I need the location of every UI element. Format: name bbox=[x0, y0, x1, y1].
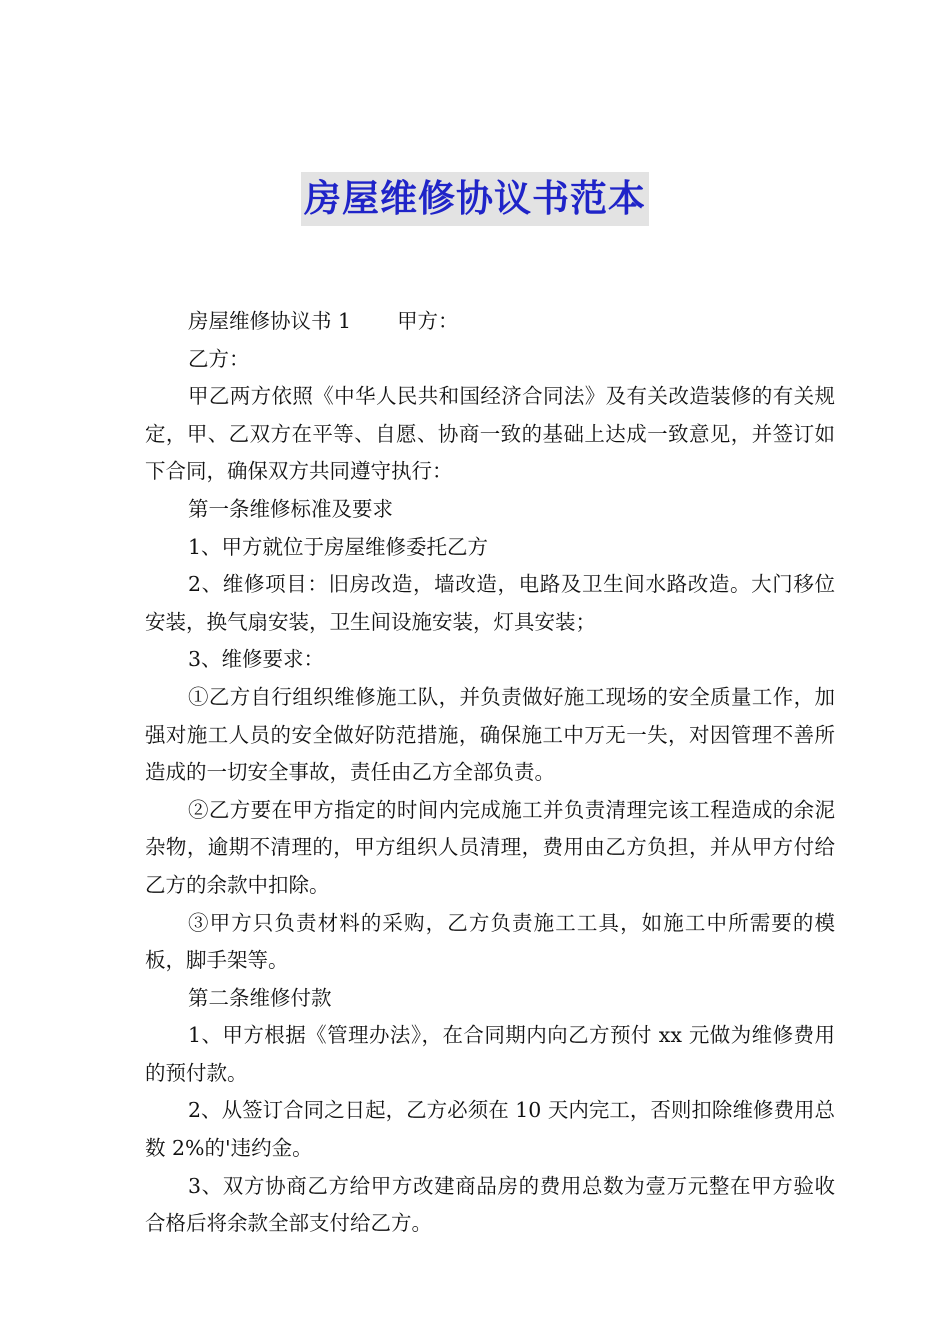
paragraph-item: 1、甲方就位于房屋维修委托乙方 bbox=[188, 534, 489, 559]
paragraph-subitem: ③甲方只负责材料的采购，乙方负责施工工具，如施工中所需要的模板，脚手架等。 bbox=[145, 910, 835, 973]
paragraph-item: 2、从签订合同之日起，乙方必须在 10 天内完工，否则扣除维修费用总数 2%的'违约金。 bbox=[145, 1098, 835, 1161]
paragraph-item: 3、维修要求： bbox=[188, 647, 325, 672]
document-title: 房屋维修协议书范本 bbox=[301, 172, 649, 226]
paragraph-item: 1、甲方根据《管理办法》，在合同期内向乙方预付 xx 元做为维修费用的预付款。 bbox=[145, 1023, 835, 1085]
section-heading-2: 第二条维修付款 bbox=[188, 985, 332, 1010]
paragraph-header-line bbox=[145, 303, 835, 341]
section-heading-1: 第一条维修标准及要求 bbox=[188, 496, 393, 521]
agreement-number-label: 房屋维修协议书 1 bbox=[188, 309, 352, 333]
title-wrapper bbox=[0, 172, 950, 226]
paragraph-subitem: ①乙方自行组织维修施工队，并负责做好施工现场的安全质量工作，加强对施工人员的安全做好防范措施，确保施工中万无一失，对因管理不善所造成的一切安全事故，责任由乙方全部负责。 bbox=[145, 684, 835, 785]
paragraph-item: 3、双方协商乙方给甲方改建商品房的费用总数为壹万元整在甲方验收合格后将余款全部支付给乙方。 bbox=[145, 1173, 835, 1236]
paragraph-preamble: 甲乙两方依照《中华人民共和国经济合同法》及有关改造装修的有关规定，甲、乙双方在平等、自愿、协商一致的基础上达成一致意见，并签订如下合同，确保双方共同遵守执行： bbox=[145, 384, 835, 484]
party-b-label: 乙方： bbox=[188, 346, 250, 371]
party-a-label: 甲方： bbox=[397, 309, 459, 333]
paragraph-item: 2、维修项目：旧房改造，墙改造，电路及卫生间水路改造。大门移位安装，换气扇安装，卫生间设施安装，灯具安装； bbox=[145, 572, 835, 634]
document-body bbox=[145, 303, 835, 1243]
paragraph-subitem: ②乙方要在甲方指定的时间内完成施工并负责清理完该工程造成的余泥杂物，逾期不清理的，甲方组织人员清理，费用由乙方负担，并从甲方付给乙方的余款中扣除。 bbox=[145, 797, 835, 897]
